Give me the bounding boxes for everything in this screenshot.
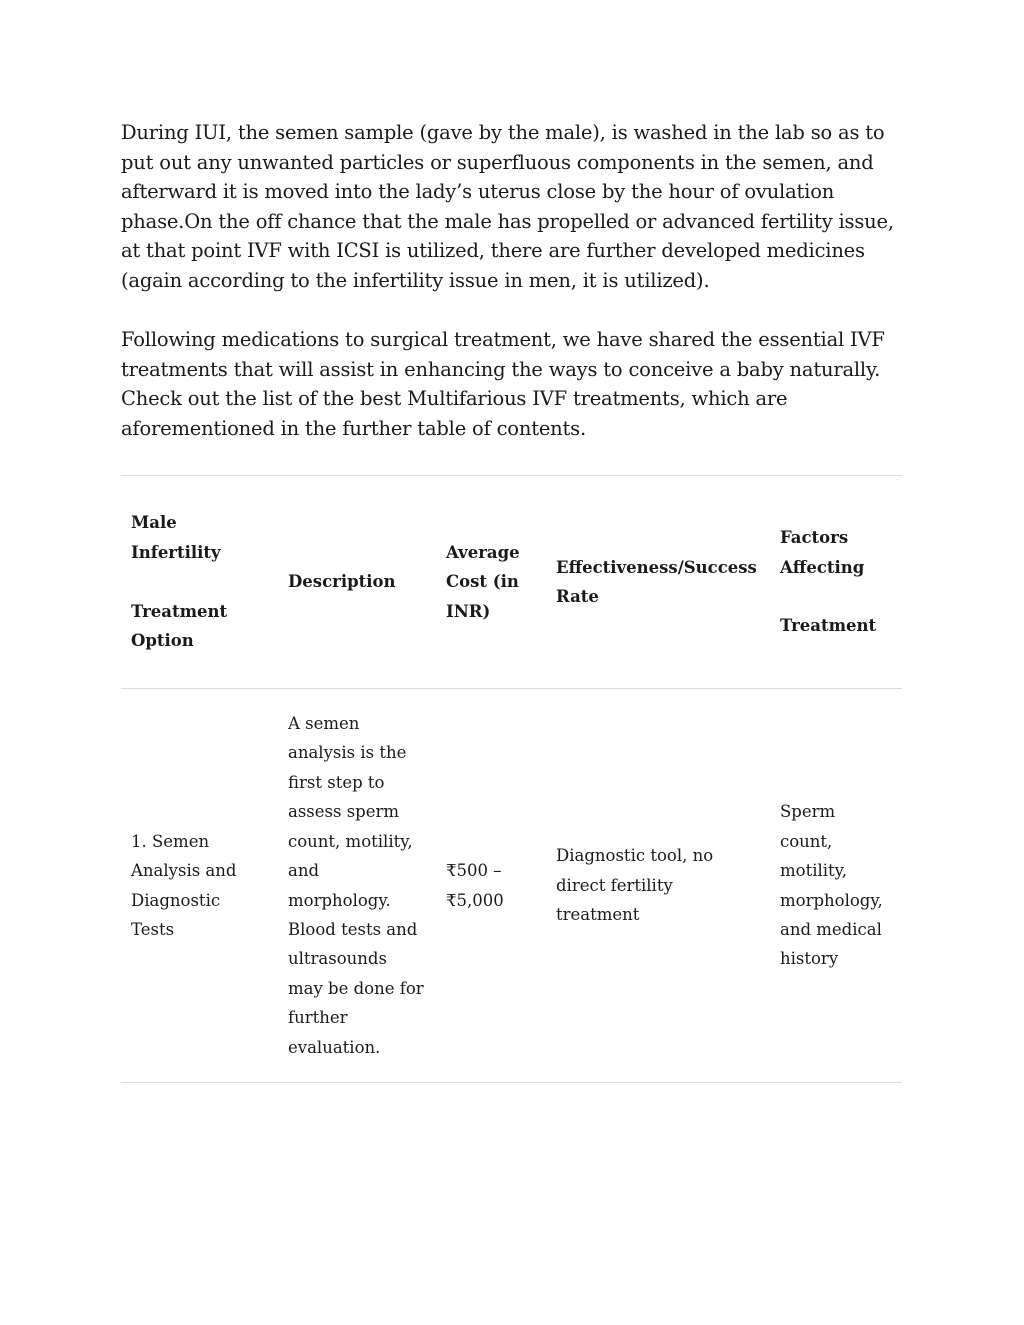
treatment-table-container [121, 475, 903, 1083]
document-body [121, 118, 903, 444]
cell-average-cost: ₹500 – ₹5,000 [446, 861, 504, 910]
paragraph-treatments: Following medications to surgical treatment, we have shared the essential IVF treatments that will assist in enhancing the ways to conceive a baby naturally. Check out the list of the best Multifarious IVF treatments, which are aforementioned in the further table of contents. [121, 328, 885, 440]
header-male-infertility-text: Male Infertility [131, 513, 221, 562]
header-factors-treatment-text: Treatment [780, 616, 877, 636]
table-header-row [121, 476, 902, 689]
header-effectiveness [546, 476, 770, 689]
cell-effectiveness: Diagnostic tool, no direct fertility treatment [556, 846, 714, 925]
header-factors [770, 476, 902, 689]
header-effectiveness-text: Effectiveness/Success Rate [556, 557, 757, 606]
cell-factors: Sperm count, motility, morphology, and medical history [780, 802, 883, 969]
cell-treatment-option: 1. Semen Analysis and Diagnostic Tests [131, 831, 237, 939]
header-factors-affecting-text: Factors Affecting [780, 528, 865, 577]
header-treatment-option [121, 476, 278, 689]
cell-description: A semen analysis is the first step to assess sperm count, motility, and morphology. Blood tests and ultrasounds may be done for further evaluation. [288, 714, 424, 1057]
table-row [121, 689, 902, 1083]
header-average-cost: Average Cost (in INR) [446, 542, 520, 621]
header-description: Description [288, 572, 396, 592]
header-treatment-option-text: Treatment Option [131, 601, 228, 651]
treatment-table [121, 475, 902, 1083]
paragraph-iui: During IUI, the semen sample (gave by the male), is washed in the lab so as to put out any unwanted particles or superfluous components in the semen, and afterward it is moved into the lady’s uterus close by the hour of ovulation phase.On the off chance that the male has propelled or advanced fertility issue, at that point IVF with ICSI is utilized, there are further developed medicines (again according to the infertility issue in men, it is utilized). [121, 121, 894, 292]
